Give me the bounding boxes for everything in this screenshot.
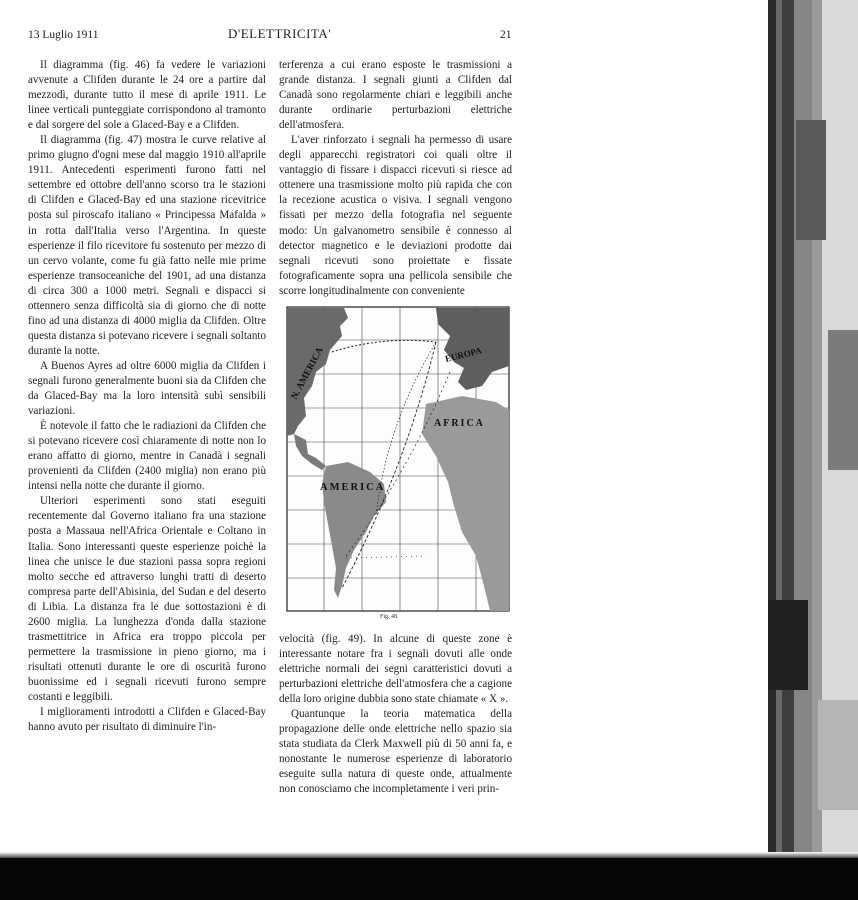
header-journal-title: D'ELETTRICITA' — [228, 26, 332, 41]
paragraph: Ulteriori esperimenti sono stati eseguiti recentemente dal Governo italiano fra una stazione posta a Massaua nell'Africa Orientale e Coltano in Italia. Sono interessanti queste esperienze poichè la linea che unisce le due stazioni passa sopra regioni molto secche ed attraverso lunghi tratti di deserto compresa parte dell'Abisinia, del Sudan e del deserto di Libia. La distanza fra le due sottostazioni è di 2600 miglia. La lunghezza d'onda dalla stazione trasmettitrice in Africa era troppo piccola per permettere la trasmissione in pieno giorno, ma i risultati ottenuti durante le ore di oscurità furono buonissime ed i segnali ricevuti furono sempre costanti e leggibili. — [28, 495, 266, 703]
label-africa: AFRICA — [434, 418, 485, 429]
right-column-top — [279, 58, 512, 299]
page-header — [0, 26, 520, 42]
label-south-america: AMERICA — [320, 482, 386, 493]
figure-map — [286, 306, 510, 624]
header-date: 13 Luglio 1911 — [28, 29, 99, 41]
left-column — [28, 58, 266, 735]
paragraph: velocità (fig. 49). In alcune di queste zone è interessante notare fra i segnali dovuti alle onde elettriche normali dei segni caratteristici dovuti a perturbazioni elettriche dell'atmosfera che a cagione della loro origine dubbia sono state chiamate « X ». — [279, 633, 512, 706]
paragraph: A Buenos Ayres ad oltre 6000 miglia da Clifden i segnali furono generalmente buoni sia da Clifden che da Glaced-Bay ma la loro intensità subì sensibili variazioni. — [28, 359, 266, 418]
paragraph: terferenza a cui erano esposte le trasmissioni a grande distanza. I segnali giunti a Clifden dal Canadà sono regolarmente chiari e leggibili anche durante ordinarie perturbazioni elettriche dell'atmosfera. — [279, 59, 512, 132]
right-column-bottom — [279, 632, 512, 798]
paragraph: Quantunque la teoria matematica della propagazione delle onde elettriche nello spazio sia stata studiata da Clerk Maxwell più di 50 anni fa, e nonostante le numerose esperienze di laboratorio eseguite sulla natura di queste onde, attualmente non conosciamo che incompletamente i veri prin- — [279, 708, 512, 796]
label-europe: EUROPA — [444, 345, 483, 364]
paragraph: I miglioramenti introdotti a Clifden e Glaced-Bay hanno avuto per risultato di diminuire l'in- — [28, 706, 266, 734]
label-north-america: N. AMERICA — [289, 345, 326, 402]
paragraph: L'aver rinforzato i segnali ha permesso di usare degli apparecchi registratori coi quali oltre il vantaggio di fissare i dispacci ricevuti si riesce ad ottenere una trasmissione molto più rapida che con la recezione acustica o visiva. I segnali vengono fissati per mezzo della fotografia nel seguente modo: Un galvanometro sensibile è connesso al detector magnetico e le deviazioni prodotte dai segnali ricevuti sono proiettate e fissate fotograficamente sopra una pellicola sensibile che scorre longitudinalmente con conveniente — [279, 134, 512, 297]
scan-edge-artifact — [768, 0, 858, 860]
paragraph: È notevole il fatto che le radiazioni da Clifden che si potevano ricevere così chiaramente di notte non lo erano affatto di giorno, mentre in Canadà i segnali provenienti da Clifden (2400 miglia) non erano più intensi nella notte che durante il giorno. — [28, 420, 266, 493]
paragraph: Il diagramma (fig. 46) fa vedere le variazioni avvenute a Clifden durante le 24 ore a partire dal mezzodì, durante tutto il mese di aprile 1911. Le linee verticali punteggiate corrispondono al tramonto e dal sorgere del sole a Glaced-Bay e a Clifden. — [28, 59, 266, 132]
atlantic-map — [286, 306, 510, 616]
scan-bottom-artifact — [0, 858, 858, 900]
figure-caption: Fig. 48. — [380, 614, 399, 620]
header-page-number: 21 — [500, 29, 512, 41]
paragraph: Il diagramma (fig. 47) mostra le curve relative al primo giugno d'ogni mese dal maggio 1910 all'aprile 1911. Antecedenti esperimenti furono fatti nel settembre ed ottobre dell'anno scorso tra le stazioni di Clifden e Glaced-Bay ed una stazione ricevitrice posta sul piroscafo italiano « Principessa Mafalda » in rotta dall'Italia verso l'Argentina. In queste esperienze il filo ricevitore fu sostenuto per mezzo di un cervo volante, come fu già fatto nelle mie prime esperienze transoceaniche del 1901, ad una distanza di circa 300 a 1000 metri. Segnali e dispacci si ottennero senza difficoltà sia di giorno che di notte fino ad una distanza di 4000 miglia da Clifden. Oltre questa distanza si potevano ricevere i segnali soltanto durante la notte. — [28, 134, 266, 357]
